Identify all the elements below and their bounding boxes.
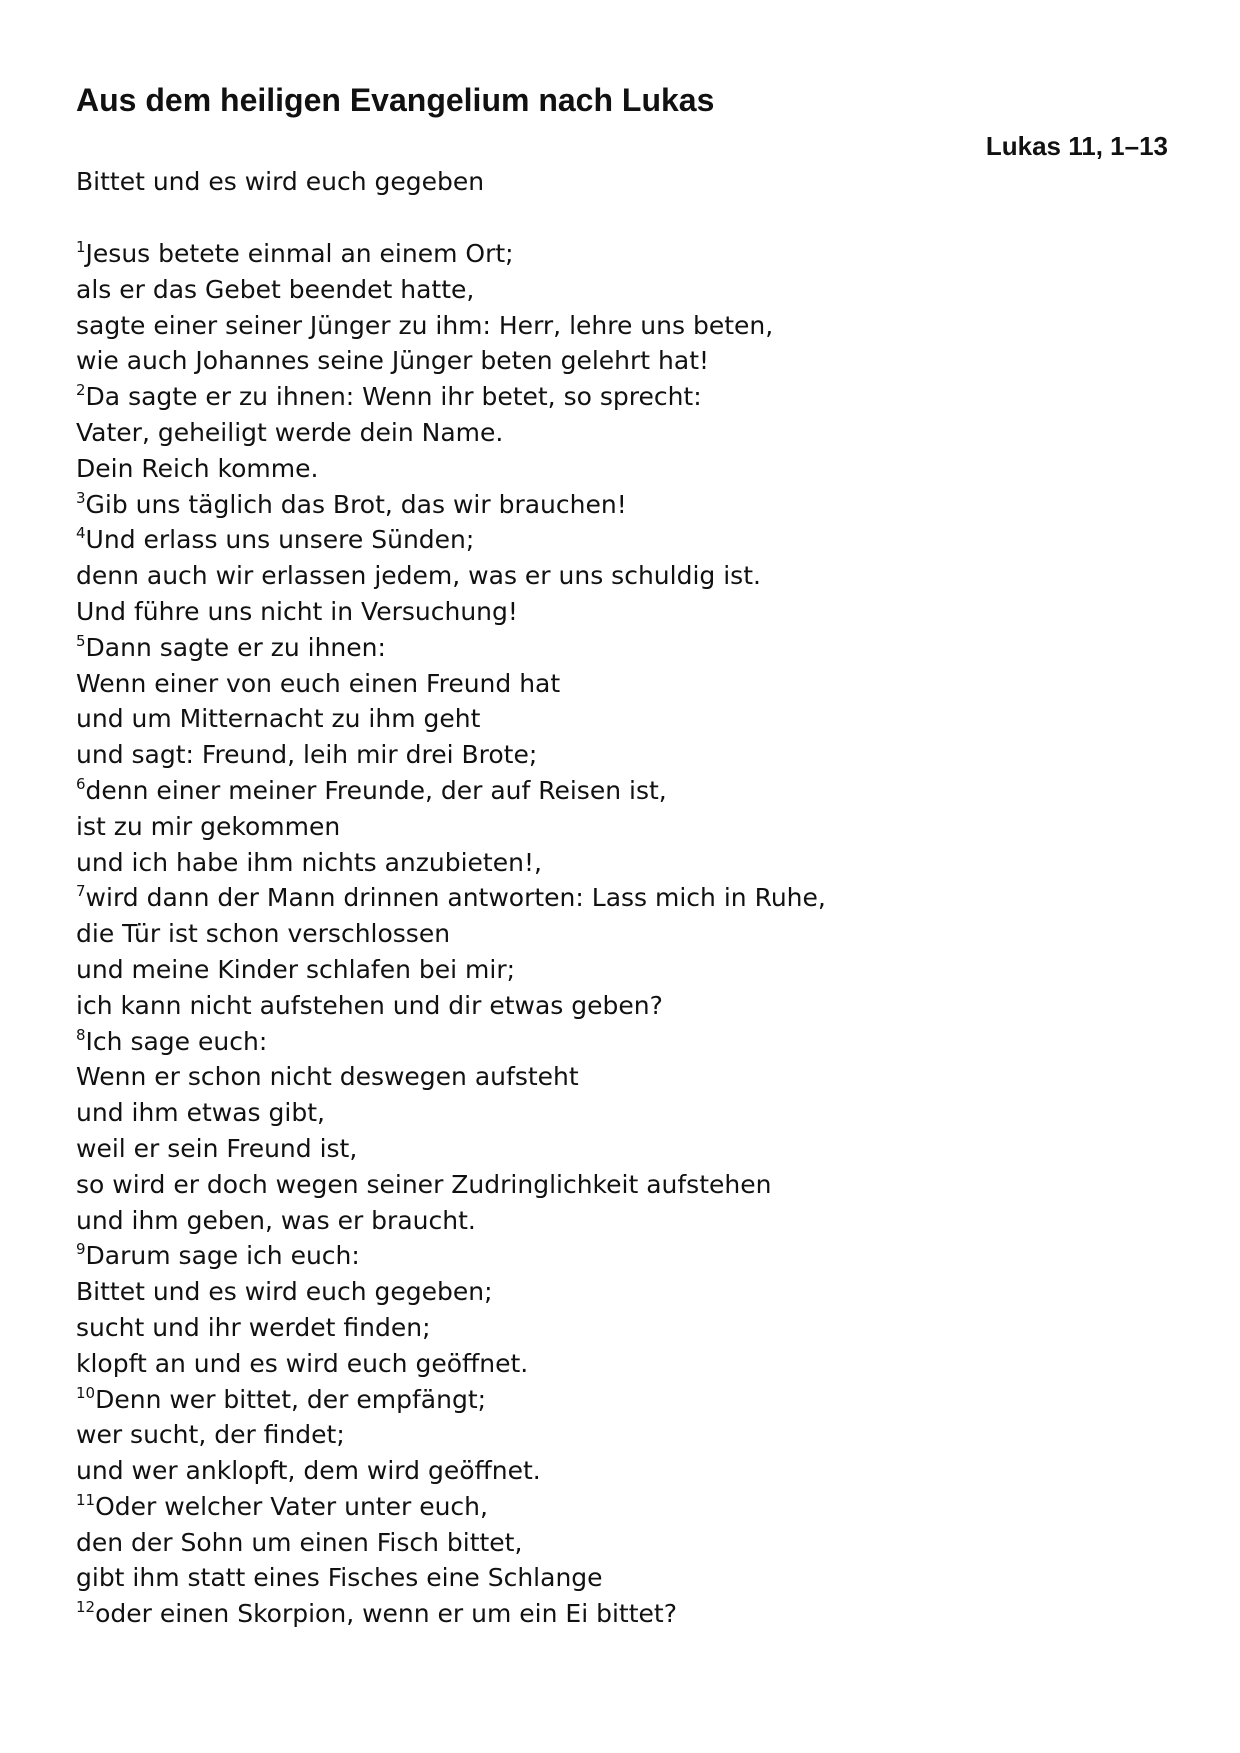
verse-line-text: klopft an und es wird euch geöffnet. bbox=[76, 1348, 529, 1378]
verse-line bbox=[76, 1203, 1176, 1239]
verse-line bbox=[76, 343, 1176, 379]
verse-line bbox=[76, 1059, 1176, 1095]
verse-number: 1 bbox=[76, 238, 86, 256]
verse-line-text: Dann sagte er zu ihnen: bbox=[85, 632, 386, 662]
verse-line-text: Oder welcher Vater unter euch, bbox=[95, 1491, 488, 1521]
verse-line-text: denn auch wir erlassen jedem, was er uns schuldig ist. bbox=[76, 561, 761, 591]
verse-line bbox=[76, 1489, 1176, 1525]
verse-number: 6 bbox=[76, 774, 86, 793]
verse-line bbox=[76, 487, 1176, 523]
verse-text bbox=[76, 236, 1176, 1632]
verse-line-text: Denn wer bittet, der empfängt; bbox=[95, 1384, 487, 1414]
verse-line bbox=[76, 737, 1176, 773]
verse-line bbox=[76, 379, 1176, 415]
verse-line-text: und sagt: Freund, leih mir drei Brote; bbox=[76, 740, 538, 770]
verse-line-text: und wer anklopft, dem wird geöffnet. bbox=[76, 1456, 541, 1486]
verse-line-text: und ihm etwas gibt, bbox=[76, 1098, 325, 1128]
verse-line-text: so wird er doch wegen seiner Zudringlichkeit aufstehen bbox=[76, 1169, 772, 1199]
verse-line-text: Wenn er schon nicht deswegen aufsteht bbox=[76, 1062, 579, 1092]
verse-line bbox=[76, 880, 1176, 916]
verse-line bbox=[76, 451, 1176, 487]
verse-line-text: und um Mitternacht zu ihm geht bbox=[76, 704, 481, 734]
verse-line bbox=[76, 1310, 1176, 1346]
verse-line-text: Darum sage ich euch: bbox=[85, 1241, 360, 1271]
verse-number: 11 bbox=[76, 1490, 96, 1509]
verse-number: 4 bbox=[76, 524, 86, 543]
verse-line bbox=[76, 1417, 1176, 1453]
verse-line-text: wer sucht, der findet; bbox=[76, 1420, 345, 1450]
verse-line bbox=[76, 415, 1176, 451]
verse-line-text: ich kann nicht aufstehen und dir etwas geben? bbox=[76, 990, 663, 1020]
verse-line-text: Dein Reich komme. bbox=[76, 453, 319, 483]
verse-line bbox=[76, 666, 1176, 702]
verse-line bbox=[76, 522, 1176, 558]
verse-line-text: Und erlass uns unsere Sünden; bbox=[85, 525, 475, 555]
verse-number: 12 bbox=[76, 1598, 96, 1617]
verse-line-text: denn einer meiner Freunde, der auf Reisen ist, bbox=[85, 775, 667, 805]
verse-line-text: Ich sage euch: bbox=[85, 1026, 268, 1056]
verse-line-text: die Tür ist schon verschlossen bbox=[76, 919, 451, 949]
verse-line-text: wird dann der Mann drinnen antworten: Lass mich in Ruhe, bbox=[85, 883, 826, 913]
verse-line-text: Gib uns täglich das Brot, das wir brauchen! bbox=[85, 489, 627, 519]
verse-line-text: sucht und ihr werdet finden; bbox=[76, 1312, 431, 1342]
verse-line-text: ist zu mir gekommen bbox=[76, 811, 341, 841]
verse-line bbox=[76, 272, 1176, 308]
verse-line bbox=[76, 952, 1176, 988]
verse-line-text: wie auch Johannes seine Jünger beten gelehrt hat! bbox=[76, 346, 710, 376]
verse-line-text: Und führe uns nicht in Versuchung! bbox=[76, 596, 518, 626]
verse-line bbox=[76, 809, 1176, 845]
verse-number: 10 bbox=[76, 1383, 96, 1402]
verse-line-text: Bittet und es wird euch gegeben; bbox=[76, 1277, 493, 1307]
verse-line-text: und ich habe ihm nichts anzubieten!, bbox=[76, 847, 542, 877]
verse-line bbox=[76, 1274, 1176, 1310]
verse-line bbox=[76, 236, 1176, 272]
verse-line bbox=[76, 1525, 1176, 1561]
verse-line bbox=[76, 773, 1176, 809]
verse-line bbox=[76, 1346, 1176, 1382]
verse-line bbox=[76, 701, 1176, 737]
verse-line-text: Vater, geheiligt werde dein Name. bbox=[76, 417, 504, 447]
verse-line-text: oder einen Skorpion, wenn er um ein Ei bittet? bbox=[95, 1599, 677, 1629]
verse-line bbox=[76, 1596, 1176, 1632]
verse-line bbox=[76, 1382, 1176, 1418]
verse-number: 5 bbox=[76, 631, 86, 650]
verse-line-text: weil er sein Freund ist, bbox=[76, 1133, 358, 1163]
verse-line-text: Da sagte er zu ihnen: Wenn ihr betet, so sprecht: bbox=[85, 382, 702, 412]
verse-number: 7 bbox=[76, 882, 86, 901]
verse-line-text: Wenn einer von euch einen Freund hat bbox=[76, 668, 561, 698]
verse-line bbox=[76, 1095, 1176, 1131]
verse-number: 8 bbox=[76, 1025, 86, 1044]
verse-line bbox=[76, 988, 1176, 1024]
verse-line bbox=[76, 1238, 1176, 1274]
verse-line-text: Jesus betete einmal an einem Ort; bbox=[85, 239, 514, 268]
verse-number: 9 bbox=[76, 1240, 86, 1259]
verse-line bbox=[76, 1131, 1176, 1167]
verse-number: 3 bbox=[76, 488, 86, 507]
verse-line-text: und ihm geben, was er braucht. bbox=[76, 1205, 476, 1235]
verse-line bbox=[76, 845, 1176, 881]
verse-line-text: gibt ihm statt eines Fisches eine Schlange bbox=[76, 1563, 603, 1593]
scripture-reference: Lukas 11, 1–13 bbox=[985, 131, 1168, 161]
page-title: Aus dem heiligen Evangelium nach Lukas bbox=[76, 82, 715, 118]
verse-line bbox=[76, 1453, 1176, 1489]
verse-number: 2 bbox=[76, 381, 86, 400]
verse-line bbox=[76, 558, 1176, 594]
verse-line bbox=[76, 916, 1176, 952]
verse-line-text: den der Sohn um einen Fisch bittet, bbox=[76, 1527, 523, 1557]
verse-line bbox=[76, 308, 1176, 344]
reading-subtitle: Bittet und es wird euch gegeben bbox=[76, 167, 485, 196]
verse-line bbox=[76, 1024, 1176, 1060]
verse-line bbox=[76, 594, 1176, 630]
verse-line-text: als er das Gebet beendet hatte, bbox=[76, 274, 475, 304]
verse-line-text: und meine Kinder schlafen bei mir; bbox=[76, 954, 516, 984]
verse-line bbox=[76, 630, 1176, 666]
verse-line bbox=[76, 1560, 1176, 1596]
verse-line bbox=[76, 1167, 1176, 1203]
verse-line-text: sagte einer seiner Jünger zu ihm: Herr, lehre uns beten, bbox=[76, 310, 774, 340]
